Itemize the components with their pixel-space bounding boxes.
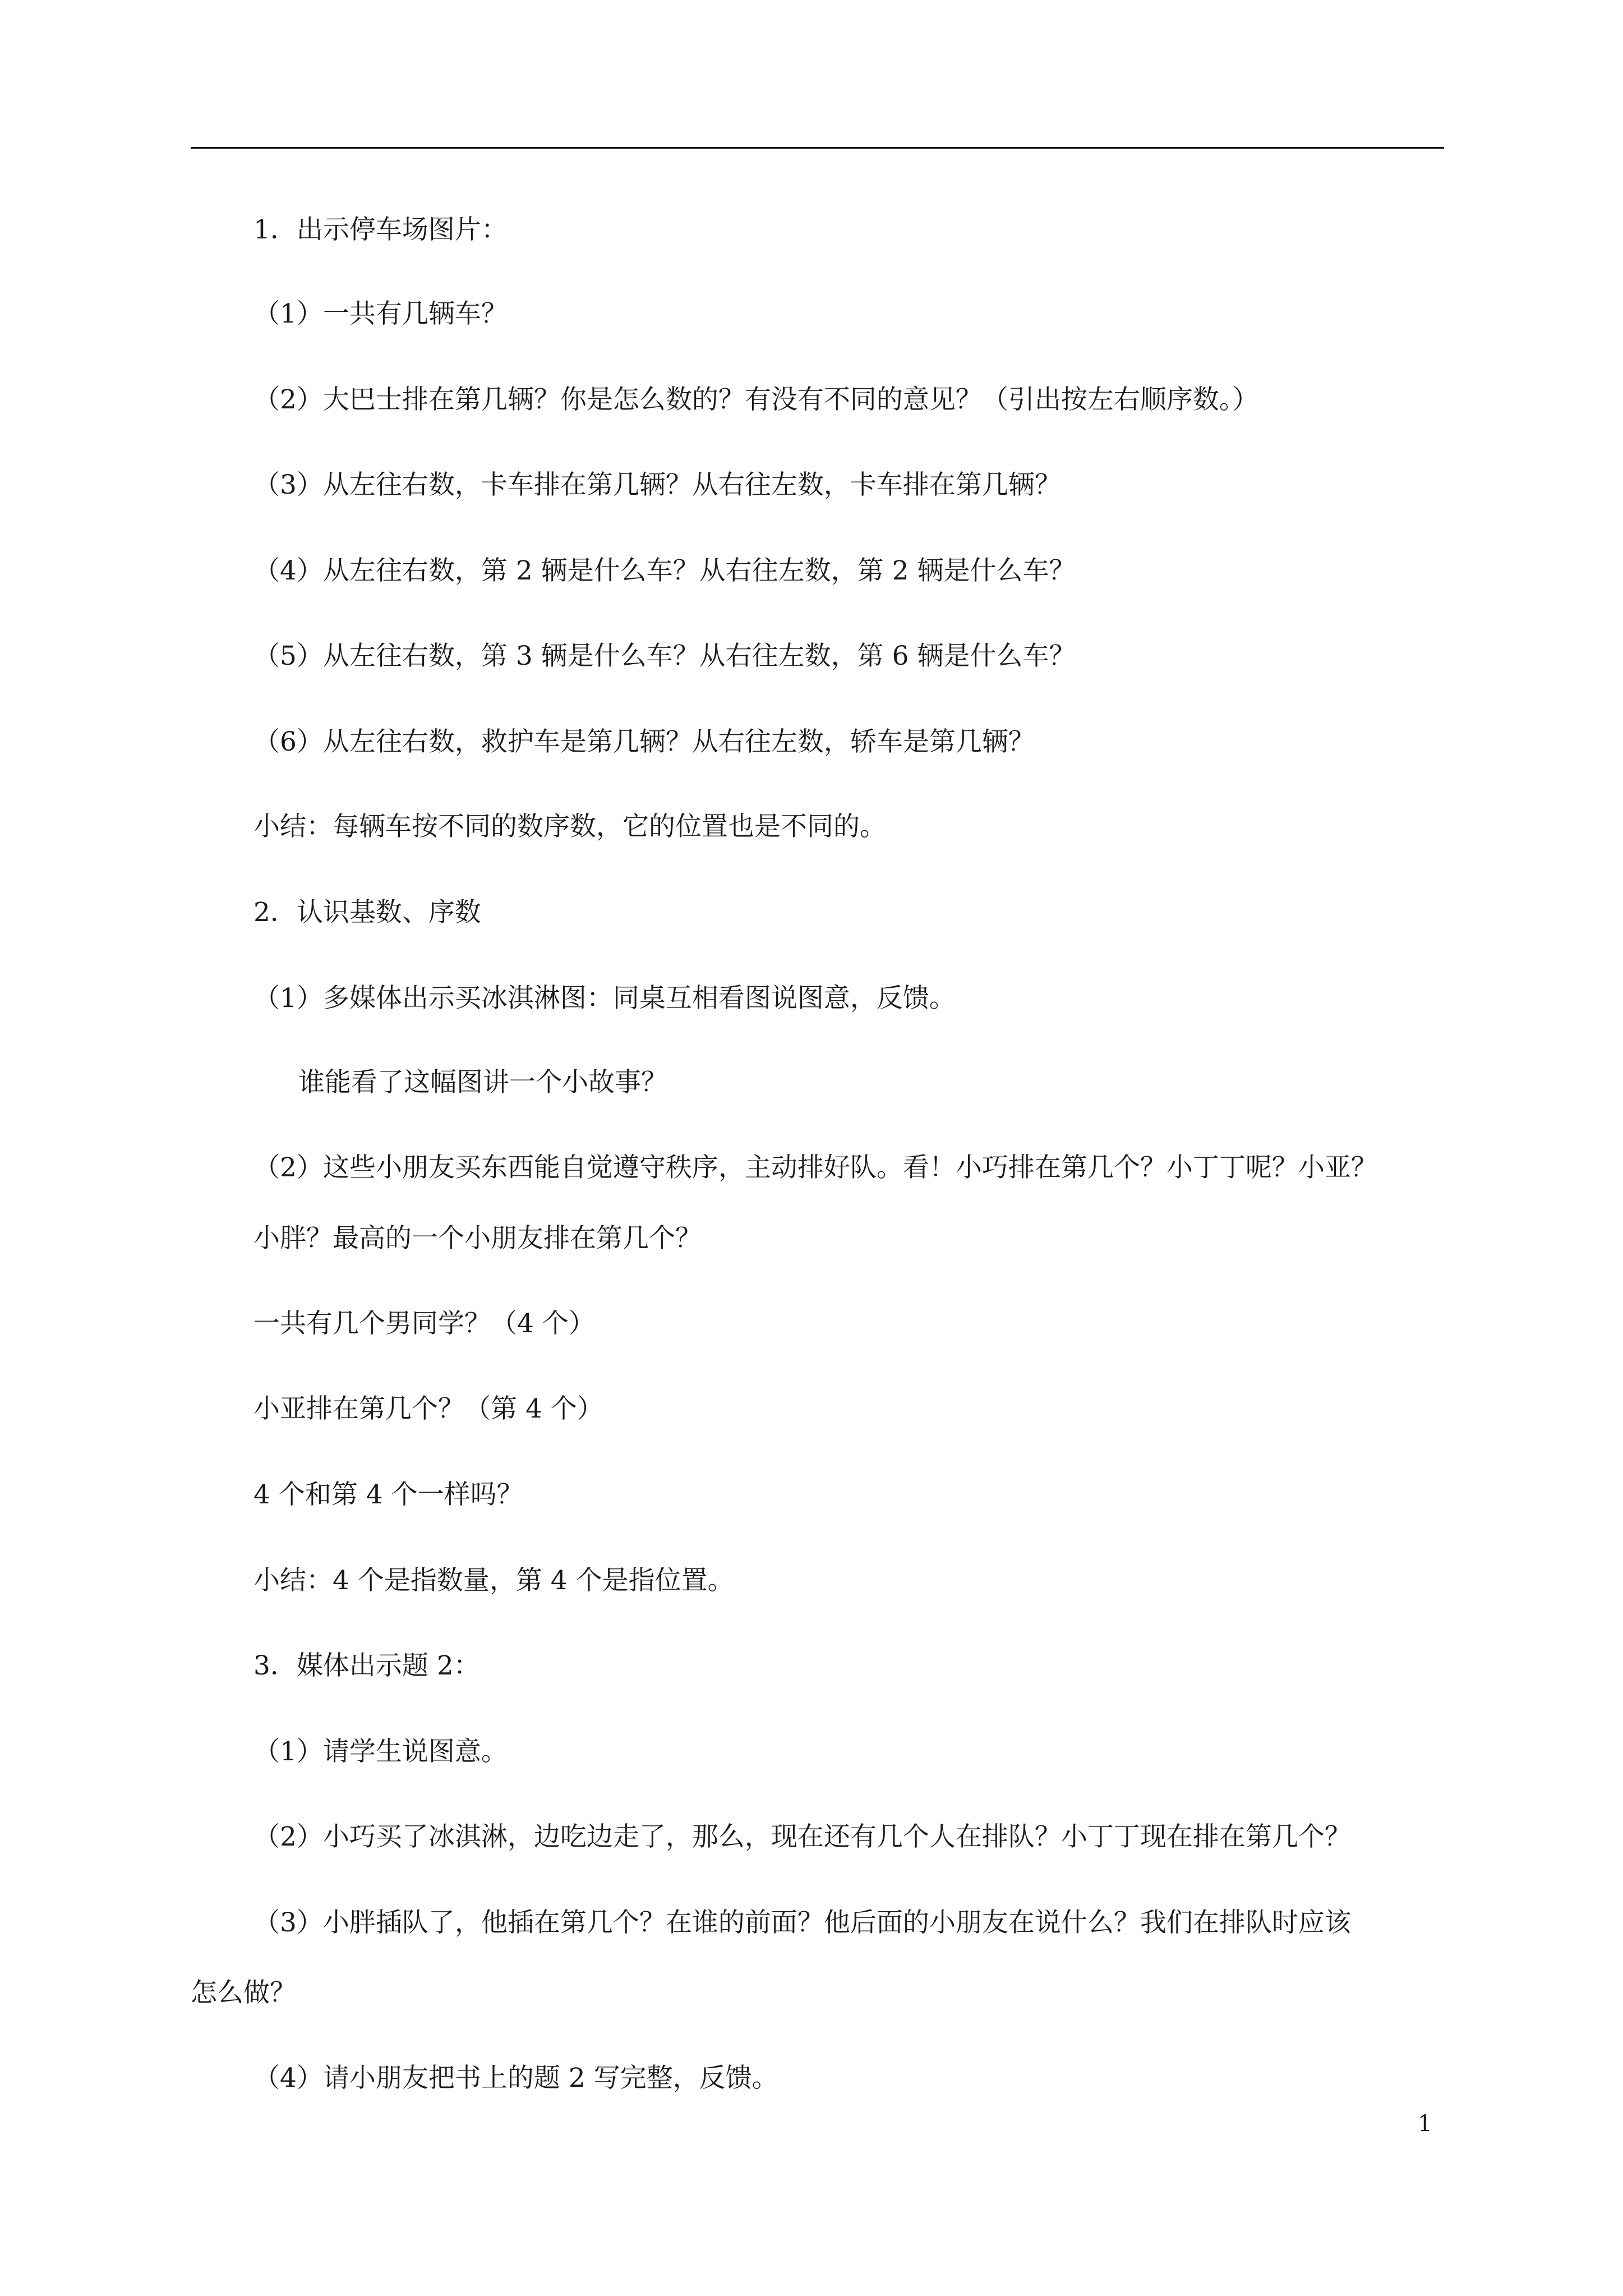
question-line: （4）请小朋友把书上的题 2 写完整，反馈。 [253,2063,778,2093]
question-line: 谁能看了这幅图讲一个小故事？ [298,1067,667,1098]
question-line: （5）从左往右数，第 3 辆是什么车？从右往左数，第 6 辆是什么车？ [253,641,1076,671]
question-line: （3）从左往右数，卡车排在第几辆？从右往左数，卡车排在第几辆？ [253,470,1061,500]
section-2-heading: 2．认识基数、序数 [253,897,481,928]
question-line: （6）从左往右数，救护车是第几辆？从右往左数，轿车是第几辆？ [253,726,1035,757]
question-line: 小亚排在第几个？（第 4 个） [253,1393,603,1424]
question-line: 4 个和第 4 个一样吗？ [253,1479,523,1510]
question-line: 怎么做？ [191,1977,296,2008]
summary-line: 小结：4 个是指数量，第 4 个是指位置。 [253,1565,734,1596]
section-3-heading: 3．媒体出示题 2： [253,1650,480,1681]
section-1-heading: 1．出示停车场图片： [253,214,508,245]
question-line: （2）这些小朋友买东西能自觉遵守秩序，主动排好队。看！小巧排在第几个？小丁丁呢？小亚？ [253,1152,1377,1183]
question-line: 一共有几个男同学？（4 个） [253,1308,595,1339]
question-line: （1）一共有几辆车？ [253,298,508,329]
question-line: 小胖？最高的一个小朋友排在第几个？ [253,1223,702,1254]
summary-line: 小结：每辆车按不同的数序数，它的位置也是不同的。 [253,811,886,842]
question-line: （2）大巴士排在第几辆？你是怎么数的？有没有不同的意见？（引出按左右顺序数。） [253,384,1259,415]
question-line: （3）小胖插队了，他插在第几个？在谁的前面？他后面的小朋友在说什么？我们在排队时应该 [253,1907,1351,1938]
question-line: （4）从左往右数，第 2 辆是什么车？从右往左数，第 2 辆是什么车？ [253,555,1076,586]
question-line: （1）多媒体出示买冰淇淋图：同桌互相看图说图意，反馈。 [253,983,956,1014]
page-number: 1 [1418,2111,1432,2137]
header-rule [191,147,1444,149]
question-line: （1）请学生说图意。 [253,1736,508,1767]
question-line: （2）小巧买了冰淇淋，边吃边走了，那么，现在还有几个人在排队？小丁丁现在排在第几个？ [253,1821,1351,1852]
